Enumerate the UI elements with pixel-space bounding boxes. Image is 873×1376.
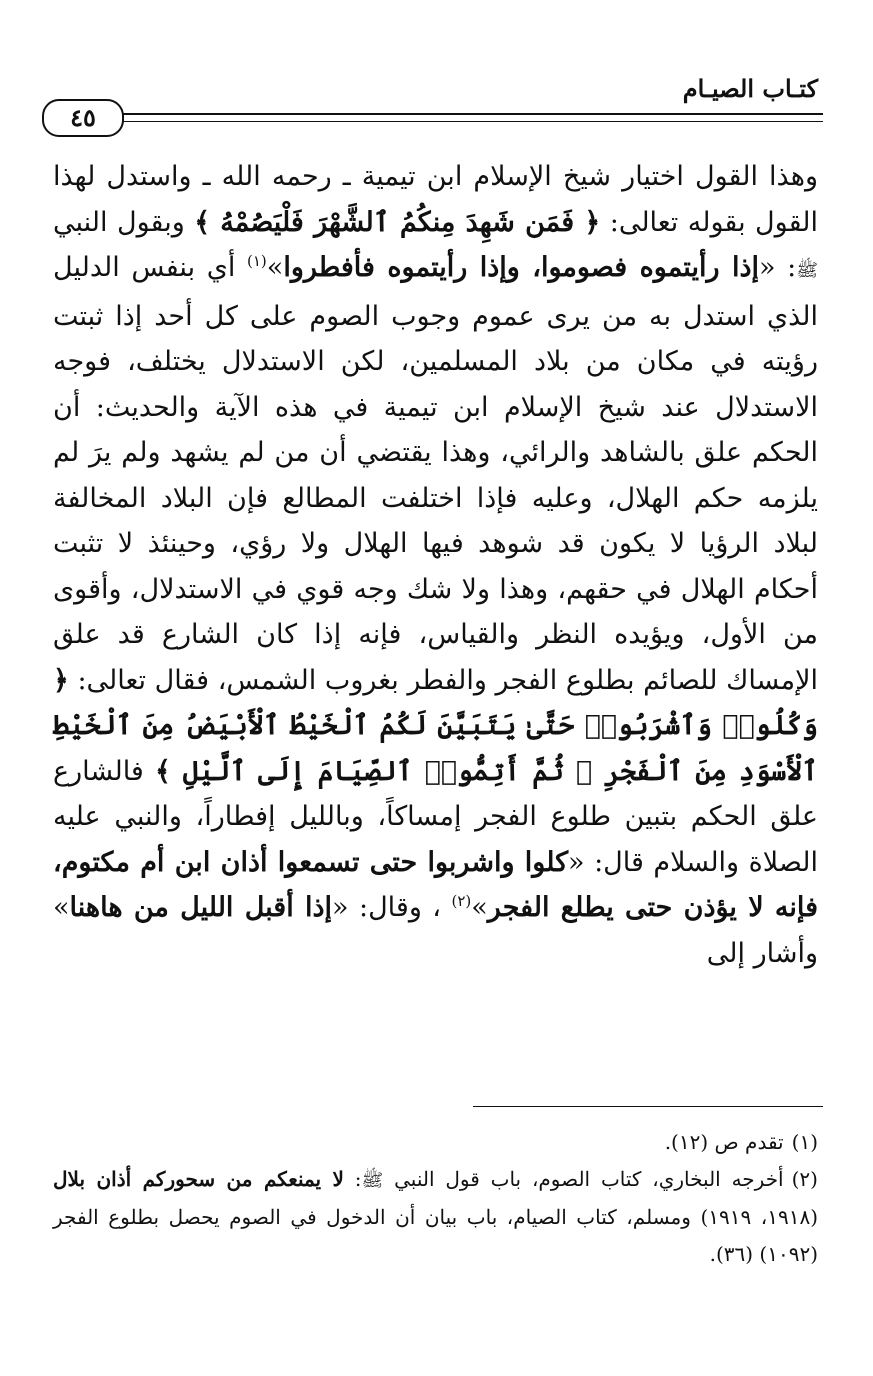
text-run: فالشارع علق الحكم بتبين طلوع الفجر إمساكاً، وبالليل إفطاراً، والنبي عليه الصلاة والسلام قال: «	[53, 755, 818, 878]
footnote-text: (١٩١٨، ١٩١٩) ومسلم، كتاب الصيام، باب بيان أن الدخول في الصوم يحصل بطلوع الفجر (١٠٩٢) (٣٦).	[53, 1205, 818, 1266]
running-title: كتـاب الصيـام	[682, 74, 818, 103]
text-run: » وأشار إلى	[53, 892, 818, 969]
page-number: ٤٥	[42, 99, 124, 137]
paragraph	[53, 154, 818, 976]
quran-verse: ﴿ فَمَن شَهِدَ مِنكُمُ ٱلشَّهْرَ فَلْيَصُمْهُ ﴾	[194, 206, 601, 238]
footnote-label: (٢)	[791, 1167, 818, 1191]
text-run: وبقول النبي	[53, 206, 195, 238]
salla-glyph: ﷺ	[361, 1170, 384, 1191]
footnote-text: تقدم ص (١٢).	[664, 1130, 784, 1154]
hadith-quote: إذا رأيتموه فصوموا، وإذا رأيتموه فأفطروا	[283, 252, 759, 283]
footnote-1	[53, 1124, 818, 1161]
footnote-2	[53, 1161, 818, 1273]
text-run: »	[266, 252, 284, 283]
footnote-label: (١)	[791, 1130, 818, 1154]
header-rule	[120, 113, 823, 122]
footnote-ref: (١)	[247, 252, 267, 270]
hadith-quote: إذا أقبل الليل من هاهنا	[69, 892, 332, 923]
salla-glyph: ﷺ	[796, 260, 818, 281]
text-run: ، وقال: «	[332, 892, 452, 923]
text-run: وهذا القول اختيار شيخ الإسلام ابن تيمية ـ رحمه الله ـ واستدل لهذا القول بقوله تعالى:	[53, 161, 818, 238]
text-run: »	[471, 892, 488, 923]
footnotes	[53, 1124, 818, 1273]
footnote-separator	[473, 1106, 823, 1107]
quran-verse: ﴿ وَكُلُوا۟ وَٱشْرَبُوا۟ حَتَّىٰ يَتَبَيَّنَ لَكُمُ ٱلْخَيْطُ ٱلْأَبْيَضُ مِنَ ٱلْخَيْطِ ٱلْأَسْوَدِ مِنَ ٱلْفَجْرِ ۖ ثُمَّ أَتِمُّوا۟ ٱلصِّيَامَ إِلَى ٱلَّيْلِ ﴾	[53, 664, 819, 787]
hadith-title: لا يمنعكم من سحوركم أذان بلال	[53, 1167, 344, 1191]
text-run: أي بنفس الدليل الذي استدل به من يرى عموم وجوب الصوم على كل أحد إذا ثبتت رؤيته في مكان من بلاد المسلمين، لكن الاستدلال يختلف، فوجه الاستدلال عند شيخ الإسلام ابن تيمية في هذه الآية والحديث: أن الحكم علق بالشاهد والرائي، وهذا يقتضي أن من لم يشهد ولم يرَ لم يلزمه حكم الهلال، وعليه فإذا اختلفت المطالع فإن البلاد المخالفة لبلاد الرؤيا لا يكون قد شوهد فيها الهلال ولا رؤي، وحينئذ لا تثبت أحكام الهلال في حقهم، وهذا ولا شك وجه قوي في الاستدلال، وأقوى من الأول، ويؤيده النظر والقياس، فإنه إذا كان الشارع قد علق الإمساك للصائم بطلوع الفجر والفطر بغروب الشمس، فقال تعالى:	[53, 252, 818, 696]
hadith-quote: كلوا واشربوا حتى تسمعوا أذان ابن أم مكتوم، فإنه لا يؤذن حتى يطلع الفجر	[53, 846, 819, 923]
footnote-ref: (٢)	[451, 892, 472, 910]
text-run: : «	[758, 252, 797, 283]
footnote-text: :	[343, 1167, 362, 1191]
footnote-text: أخرجه البخاري، كتاب الصوم، باب قول النبي	[383, 1167, 784, 1191]
main-text	[53, 154, 818, 976]
